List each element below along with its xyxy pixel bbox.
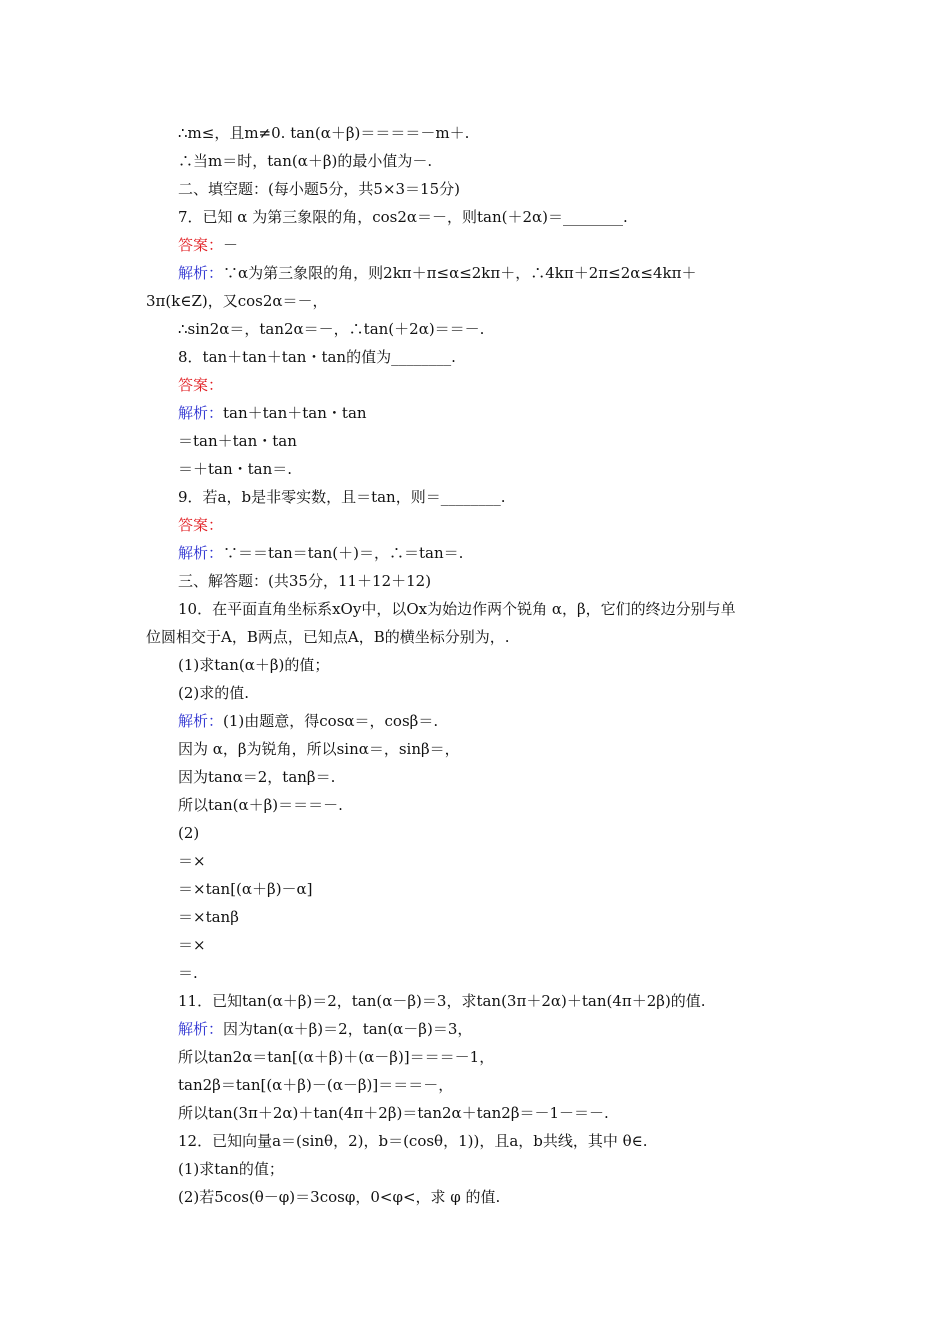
text-line (178, 599, 736, 619)
text-line (178, 851, 206, 871)
text-line (178, 739, 460, 759)
line-text: tan＋tan＋tan・tan (223, 404, 367, 422)
solution-label: 解析： (178, 1020, 224, 1038)
line-text: 三、解答题：(共35分，11＋12＋12) (178, 572, 432, 590)
line-text: 所以tan(3π＋2α)＋tan(4π＋2β)＝tan2α＋tan2β＝－1－＝－. (178, 1104, 609, 1122)
line-text: 9．若a，b是非零实数，且＝tan，则＝________. (178, 488, 506, 506)
line-text: ∴当m＝时，tan(α＋β)的最小值为－. (178, 152, 433, 170)
text-line (178, 347, 456, 367)
text-line (178, 1187, 500, 1207)
text-line (146, 627, 509, 647)
text-line (178, 963, 198, 983)
answer-label: 答案： (178, 376, 224, 394)
line-text: 位圆相交于A，B两点，已知点A，B的横坐标分别为，. (146, 628, 510, 646)
line-text: 二、填空题：(每小题5分，共5×3＝15分) (178, 180, 460, 198)
text-line (178, 1103, 609, 1123)
line-text: ＝×tanβ (178, 908, 239, 926)
text-line (178, 235, 238, 255)
text-line (178, 991, 706, 1011)
solution-label: 解析： (178, 404, 224, 422)
text-line (178, 711, 438, 731)
line-text: 3π(k∈Z)，又cos2α＝－， (146, 292, 328, 310)
line-text: ＝＋tan・tan＝. (178, 460, 293, 478)
line-text: tan2β＝tan[(α＋β)－(α－β)]＝＝＝－， (178, 1076, 454, 1094)
line-text: ＝× (178, 852, 206, 870)
line-text: 10．在平面直角坐标系xOy中，以Ox为始边作两个锐角 α，β，它们的终边分别与单 (178, 600, 736, 618)
text-line (178, 487, 506, 507)
line-text: ＝tan＋tan・tan (178, 432, 297, 450)
text-line (146, 291, 328, 311)
line-text: ∴m≤，且m≠0. tan(α＋β)＝＝＝＝－m＋. (178, 124, 470, 142)
text-line (178, 375, 223, 395)
text-line (178, 767, 335, 787)
text-line (178, 1047, 494, 1067)
line-text: ∵α为第三象限的角，则2kπ＋π≤α≤2kπ＋，∴4kπ＋2π≤2α≤4kπ＋ (223, 264, 697, 282)
text-line (178, 879, 313, 899)
line-text: 8．tan＋tan＋tan・tan的值为________. (178, 348, 456, 366)
text-line (178, 151, 432, 171)
line-text: 因为tanα＝2，tanβ＝. (178, 768, 336, 786)
line-text: 因为 α，β为锐角，所以sinα＝，sinβ＝， (178, 740, 460, 758)
line-text: ∴sin2α＝，tan2α＝－，∴tan(＋2α)＝＝－. (178, 320, 485, 338)
line-text: ＝. (178, 964, 198, 982)
text-line (178, 403, 367, 423)
line-text: － (223, 236, 239, 254)
answer-label: 答案： (178, 516, 224, 534)
text-line (178, 1131, 648, 1151)
text-line (178, 1159, 284, 1179)
line-text: (1)求tan的值； (178, 1160, 284, 1178)
text-line (178, 207, 628, 227)
text-line (178, 795, 343, 815)
line-text: (2) (178, 824, 200, 842)
solution-label: 解析： (178, 264, 224, 282)
text-line (178, 515, 223, 535)
text-line (178, 1075, 453, 1095)
line-text: 7．已知 α 为第三象限的角，cos2α＝－，则tan(＋2α)＝________. (178, 208, 628, 226)
line-text: (2)若5cos(θ－φ)＝3cosφ，0<φ<，求 φ 的值. (178, 1188, 501, 1206)
line-text: ＝× (178, 936, 206, 954)
line-text: 12．已知向量a＝(sinθ，2)，b＝(cosθ，1))，且a，b共线，其中 θ∈. (178, 1132, 648, 1150)
line-text: ＝×tan[(α＋β)－α] (178, 880, 313, 898)
text-line (178, 823, 199, 843)
text-line (178, 431, 297, 451)
line-text: (2)求的值. (178, 684, 250, 702)
text-line (178, 571, 431, 591)
solution-label: 解析： (178, 544, 224, 562)
text-line (178, 179, 460, 199)
text-line (178, 935, 206, 955)
text-line (178, 1019, 472, 1039)
text-line (178, 319, 484, 339)
text-line (178, 459, 292, 479)
text-line (178, 907, 239, 927)
text-line (178, 263, 696, 283)
line-text: 所以tan2α＝tan[(α＋β)＋(α－β)]＝＝＝－1， (178, 1048, 495, 1066)
line-text: 11．已知tan(α＋β)＝2，tan(α－β)＝3，求tan(3π＋2α)＋tan(4π＋2β)的值. (178, 992, 706, 1010)
text-line (178, 543, 463, 563)
solution-label: 解析： (178, 712, 224, 730)
text-line (178, 123, 469, 143)
line-text: 所以tan(α＋β)＝＝＝－. (178, 796, 343, 814)
text-line (178, 683, 249, 703)
text-line (178, 655, 329, 675)
answer-label: 答案： (178, 236, 224, 254)
line-text: (1)由题意，得cosα＝，cosβ＝. (223, 712, 439, 730)
line-text: 因为tan(α＋β)＝2，tan(α－β)＝3， (223, 1020, 473, 1038)
line-text: ∵＝＝tan＝tan(＋)＝，∴＝tan＝. (223, 544, 464, 562)
line-text: (1)求tan(α＋β)的值； (178, 656, 330, 674)
